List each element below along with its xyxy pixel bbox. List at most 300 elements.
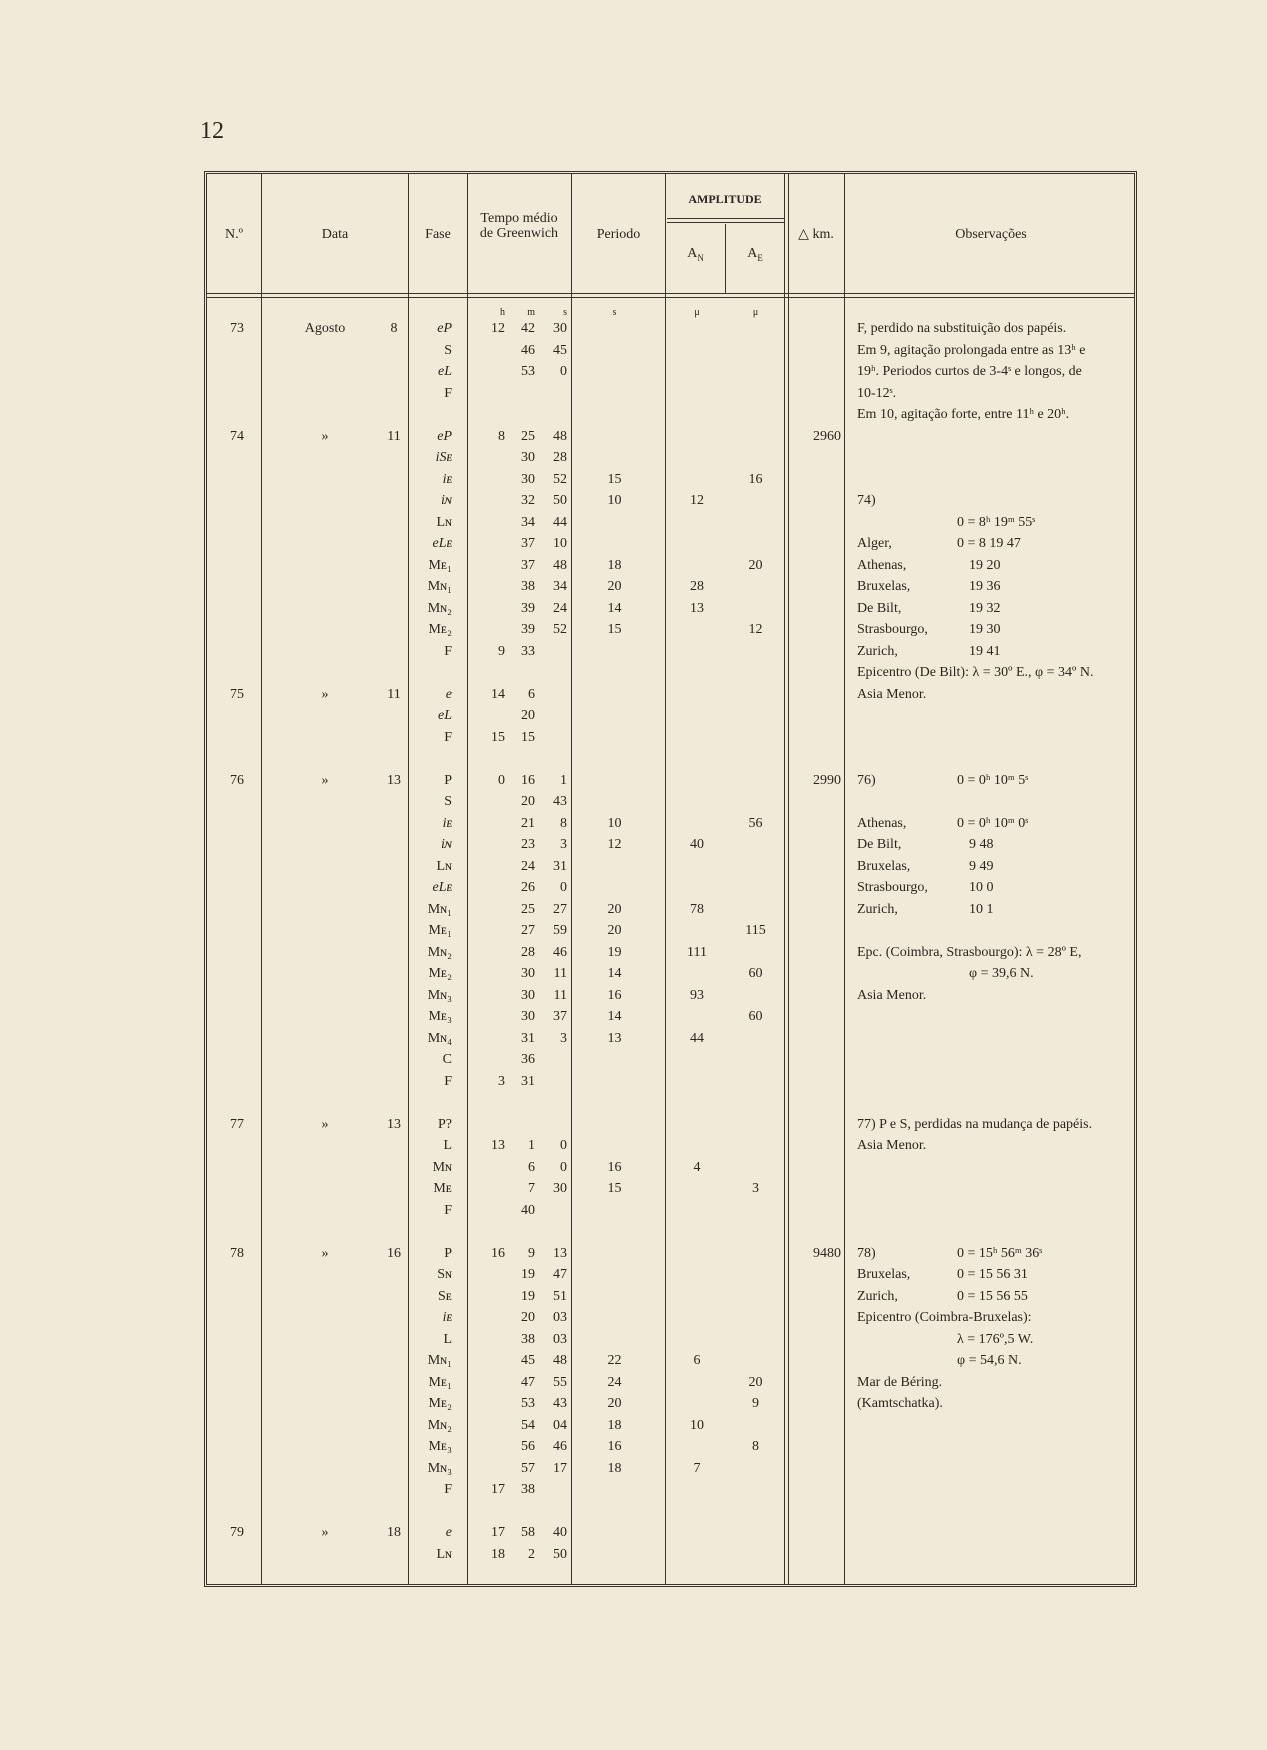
cell-m: 57 bbox=[521, 1460, 535, 1476]
cell-s: 47 bbox=[553, 1267, 567, 1282]
cell-m: 34 bbox=[521, 514, 535, 530]
cell-fase: P bbox=[444, 772, 452, 788]
cell-m: 15 bbox=[521, 729, 535, 745]
obs-text: 74) bbox=[857, 493, 876, 508]
header-tempo: Tempo médio de Greenwich bbox=[479, 211, 559, 241]
cell-ae: 60 bbox=[748, 966, 763, 981]
cell-s: 0 bbox=[560, 880, 567, 895]
cell-m: 32 bbox=[521, 493, 535, 508]
table-row bbox=[207, 1135, 1140, 1156]
header-periodo: Periodo bbox=[596, 227, 641, 242]
table-row bbox=[207, 361, 1140, 382]
cell-fase: iᴇ bbox=[442, 1310, 452, 1325]
obs-text: De Bilt, bbox=[857, 600, 902, 616]
cell-s: 45 bbox=[553, 342, 567, 358]
cell-m: 46 bbox=[521, 342, 535, 358]
cell-mes: » bbox=[321, 1245, 329, 1261]
table-row bbox=[207, 512, 1140, 533]
cell-m: 36 bbox=[521, 1052, 535, 1067]
cell-fase: Mᴇ bbox=[433, 1181, 452, 1196]
cell-fase: eL bbox=[438, 708, 452, 723]
cell-m: 45 bbox=[521, 1353, 535, 1368]
table-row bbox=[207, 1544, 1140, 1565]
table-row bbox=[207, 1501, 1140, 1522]
cell-fase: iɴ bbox=[441, 493, 452, 508]
cell-m: 6 bbox=[528, 1159, 535, 1175]
table-row bbox=[207, 1221, 1140, 1242]
cell-per: 12 bbox=[607, 837, 622, 852]
table-row bbox=[207, 318, 1140, 339]
obs-value: φ = 39,6 N. bbox=[969, 966, 1034, 981]
cell-per: 19 bbox=[607, 944, 622, 960]
cell-mes: » bbox=[321, 428, 329, 444]
header-ae: $A_E$ bbox=[747, 246, 763, 263]
cell-m: 27 bbox=[521, 923, 535, 938]
obs-text: Bruxelas, bbox=[857, 1267, 911, 1282]
cell-s: 55 bbox=[553, 1374, 567, 1390]
cell-no: 78 bbox=[230, 1245, 244, 1261]
cell-m: 31 bbox=[521, 1073, 535, 1089]
cell-per: 18 bbox=[607, 557, 622, 573]
cell-fase: Mᴇ₂ bbox=[428, 966, 452, 981]
cell-m: 30 bbox=[521, 966, 535, 981]
table-row bbox=[207, 1415, 1140, 1436]
cell-h: 18 bbox=[491, 1546, 505, 1562]
obs-value: 0 = 8ʰ 19ᵐ 55ˢ bbox=[957, 514, 1036, 530]
cell-no: 77 bbox=[230, 1116, 244, 1132]
cell-fase: P bbox=[444, 1245, 452, 1261]
cell-s: 1 bbox=[560, 772, 567, 788]
cell-fase: Mᴇ₃ bbox=[428, 1439, 452, 1454]
cell-s: 11 bbox=[553, 987, 567, 1003]
obs-text: Athenas, bbox=[857, 557, 907, 573]
cell-m: 9 bbox=[528, 1245, 535, 1261]
table-row bbox=[207, 447, 1140, 468]
table-row bbox=[207, 963, 1140, 984]
table-row bbox=[207, 598, 1140, 619]
table-row bbox=[207, 1114, 1140, 1135]
obs-text: F, perdido na substituição dos papéis. bbox=[857, 321, 1067, 336]
table-row bbox=[207, 920, 1140, 941]
cell-s: 59 bbox=[553, 923, 567, 938]
cell-an: 28 bbox=[690, 579, 704, 594]
obs-text: Zurich, bbox=[857, 643, 898, 659]
cell-h: 9 bbox=[498, 643, 505, 659]
cell-m: 1 bbox=[528, 1138, 535, 1153]
cell-fase: S bbox=[444, 342, 452, 358]
table-row bbox=[207, 705, 1140, 726]
cell-an: 10 bbox=[690, 1417, 704, 1433]
obs-value: 19 32 bbox=[969, 600, 1001, 616]
header-km: △ km. bbox=[798, 227, 834, 242]
cell-m: 7 bbox=[528, 1181, 535, 1196]
cell-fase: L bbox=[443, 1331, 452, 1347]
cell-an: 44 bbox=[690, 1030, 704, 1046]
cell-km: 2990 bbox=[813, 772, 841, 788]
cell-s: 51 bbox=[553, 1288, 567, 1304]
obs-text: Bruxelas, bbox=[857, 858, 911, 874]
cell-per: 20 bbox=[607, 1396, 622, 1411]
cell-fase: iᴇ bbox=[442, 815, 452, 831]
table-row bbox=[207, 942, 1140, 963]
table-row bbox=[207, 555, 1140, 576]
cell-s: 3 bbox=[560, 1030, 567, 1046]
obs-text: Asia Menor. bbox=[857, 987, 927, 1003]
cell-dia: 18 bbox=[387, 1525, 401, 1540]
cell-fase: eP bbox=[437, 428, 452, 444]
cell-m: 38 bbox=[521, 579, 535, 594]
unit-s: s bbox=[563, 307, 567, 318]
cell-fase: Mᴇ₂ bbox=[428, 1396, 452, 1411]
table-row bbox=[207, 1092, 1140, 1113]
cell-fase: eLᴇ bbox=[432, 880, 452, 895]
cell-fase: Mᴇ₃ bbox=[428, 1009, 452, 1024]
table-row bbox=[207, 684, 1140, 705]
cell-fase: eLᴇ bbox=[432, 536, 452, 551]
table-row bbox=[207, 1028, 1140, 1049]
cell-s: 40 bbox=[553, 1525, 567, 1540]
obs-value: 10 0 bbox=[969, 880, 994, 895]
table-row bbox=[207, 1393, 1140, 1414]
obs-text: Epicentro (Coimbra-Bruxelas): bbox=[857, 1310, 1032, 1325]
obs-text: Zurich, bbox=[857, 1288, 898, 1304]
cell-fase: Mᴇ₁ bbox=[428, 557, 452, 573]
obs-value: 19 41 bbox=[969, 643, 1001, 659]
cell-m: 24 bbox=[521, 858, 535, 874]
cell-s: 28 bbox=[553, 450, 567, 465]
cell-fase: Mɴ₁ bbox=[427, 901, 452, 917]
table-row bbox=[207, 856, 1140, 877]
cell-h: 12 bbox=[491, 321, 505, 336]
cell-dia: 8 bbox=[390, 321, 398, 336]
cell-m: 53 bbox=[521, 1396, 535, 1411]
obs-value: 0 = 15ʰ 56ᵐ 36ˢ bbox=[957, 1245, 1043, 1261]
cell-fase: Mɴ₁ bbox=[427, 1353, 452, 1368]
table-row bbox=[207, 1178, 1140, 1199]
obs-value: 0 = 0ʰ 10ᵐ 5ˢ bbox=[957, 772, 1029, 788]
table-row bbox=[207, 791, 1140, 812]
table-row bbox=[207, 1307, 1140, 1328]
cell-per: 24 bbox=[607, 1374, 622, 1390]
cell-fase: Lɴ bbox=[436, 514, 452, 530]
cell-fase: P? bbox=[438, 1116, 452, 1132]
cell-s: 30 bbox=[553, 321, 567, 336]
cell-fase: eL bbox=[438, 364, 452, 379]
cell-fase: Mɴ₂ bbox=[427, 1417, 452, 1433]
cell-s: 03 bbox=[553, 1331, 567, 1347]
cell-s: 31 bbox=[553, 858, 567, 874]
obs-text: 76) bbox=[857, 772, 876, 788]
cell-m: 58 bbox=[521, 1525, 535, 1540]
cell-h: 0 bbox=[498, 772, 505, 788]
unit-ae: μ bbox=[752, 307, 759, 318]
cell-s: 03 bbox=[553, 1310, 567, 1325]
cell-fase: Lɴ bbox=[436, 1546, 452, 1562]
header-fase: Fase bbox=[425, 227, 451, 242]
cell-h: 15 bbox=[491, 729, 505, 745]
cell-m: 19 bbox=[521, 1267, 535, 1282]
cell-km: 9480 bbox=[813, 1245, 841, 1261]
cell-fase: Mɴ₃ bbox=[427, 987, 452, 1003]
cell-fase: F bbox=[444, 385, 452, 401]
cell-fase: Lɴ bbox=[436, 858, 452, 874]
cell-s: 8 bbox=[560, 815, 567, 831]
cell-fase: F bbox=[444, 1202, 452, 1218]
cell-fase: Mᴇ₁ bbox=[428, 923, 452, 938]
cell-an: 93 bbox=[690, 987, 704, 1003]
cell-dia: 11 bbox=[387, 686, 401, 702]
cell-m: 30 bbox=[521, 1009, 535, 1024]
table-row bbox=[207, 1350, 1140, 1371]
cell-per: 16 bbox=[607, 1439, 622, 1454]
unit-periodo: s bbox=[612, 307, 617, 318]
cell-per: 20 bbox=[607, 901, 622, 917]
cell-m: 25 bbox=[521, 428, 535, 444]
obs-value: 9 48 bbox=[969, 837, 994, 852]
cell-per: 14 bbox=[607, 1009, 622, 1024]
obs-value: 10 1 bbox=[969, 901, 994, 917]
cell-per: 14 bbox=[607, 966, 622, 981]
table-row bbox=[207, 1522, 1140, 1543]
cell-fase: Sɴ bbox=[437, 1267, 452, 1282]
obs-value: λ = 176º,5 W. bbox=[957, 1331, 1034, 1347]
cell-ae: 12 bbox=[748, 622, 763, 637]
cell-s: 34 bbox=[553, 579, 567, 594]
cell-ae: 9 bbox=[752, 1396, 759, 1411]
obs-value: 19 36 bbox=[969, 579, 1001, 594]
obs-text: Alger, bbox=[857, 536, 892, 551]
cell-s: 52 bbox=[553, 622, 567, 637]
cell-fase: e bbox=[445, 686, 452, 702]
cell-fase: Mᴇ₂ bbox=[428, 622, 452, 637]
obs-text: Em 9, agitação prolongada entre as 13ʰ e bbox=[857, 342, 1086, 358]
table-row bbox=[207, 1006, 1140, 1027]
table-row bbox=[207, 1329, 1140, 1350]
cell-mes: » bbox=[321, 686, 329, 702]
cell-m: 30 bbox=[521, 471, 535, 487]
cell-an: 13 bbox=[690, 600, 704, 616]
obs-text: 19ʰ. Periodos curtos de 3-4ˢ e longos, de bbox=[857, 364, 1082, 379]
cell-m: 20 bbox=[521, 1310, 535, 1325]
table-row bbox=[207, 1479, 1140, 1500]
obs-text: Strasbourgo, bbox=[857, 880, 928, 895]
header-an: $A_N$ bbox=[687, 246, 704, 263]
cell-s: 48 bbox=[553, 428, 567, 444]
cell-m: 38 bbox=[521, 1482, 535, 1497]
cell-per: 20 bbox=[607, 579, 622, 594]
cell-h: 3 bbox=[498, 1073, 505, 1089]
header-observacoes: Observações bbox=[955, 227, 1027, 242]
header-amplitude: AMPLITUDE bbox=[688, 192, 762, 206]
table-row bbox=[207, 1243, 1140, 1264]
cell-fase: Mɴ₄ bbox=[427, 1030, 452, 1046]
cell-per: 15 bbox=[607, 471, 622, 487]
cell-m: 47 bbox=[521, 1374, 535, 1390]
cell-fase: Mɴ₁ bbox=[427, 579, 452, 594]
cell-s: 13 bbox=[553, 1245, 567, 1261]
cell-m: 37 bbox=[521, 536, 535, 551]
cell-s: 43 bbox=[553, 794, 567, 809]
table-row bbox=[207, 641, 1140, 662]
cell-fase: Mɴ₂ bbox=[427, 600, 452, 616]
obs-value: 0 = 0ʰ 10ᵐ 0ˢ bbox=[957, 815, 1029, 831]
table-row bbox=[207, 770, 1140, 791]
cell-fase: S bbox=[444, 794, 452, 809]
cell-m: 2 bbox=[528, 1546, 535, 1562]
obs-text: Epicentro (De Bilt): λ = 30º E., φ = 34º N. bbox=[857, 665, 1094, 680]
cell-m: 42 bbox=[521, 321, 535, 336]
table-row bbox=[207, 985, 1140, 1006]
obs-value: 0 = 15 56 55 bbox=[957, 1288, 1028, 1304]
cell-an: 4 bbox=[693, 1159, 701, 1175]
cell-fase: Sᴇ bbox=[437, 1288, 452, 1304]
table-row bbox=[207, 1458, 1140, 1479]
cell-an: 40 bbox=[690, 837, 704, 852]
cell-m: 21 bbox=[521, 815, 535, 831]
cell-no: 76 bbox=[230, 772, 244, 788]
cell-fase: eP bbox=[437, 321, 452, 336]
cell-s: 27 bbox=[553, 901, 567, 917]
cell-per: 15 bbox=[607, 622, 622, 637]
cell-per: 10 bbox=[607, 493, 622, 508]
cell-m: 33 bbox=[521, 643, 535, 659]
table-row bbox=[207, 1264, 1140, 1285]
header-separator bbox=[207, 293, 1134, 298]
obs-text: 77) P e S, perdidas na mudança de papéis. bbox=[857, 1116, 1093, 1132]
cell-m: 25 bbox=[521, 901, 535, 917]
table-row bbox=[207, 662, 1140, 683]
cell-ae: 16 bbox=[748, 471, 763, 487]
cell-an: 78 bbox=[690, 901, 704, 917]
amplitude-rule bbox=[667, 218, 784, 219]
cell-m: 6 bbox=[528, 686, 535, 702]
obs-text: 78) bbox=[857, 1245, 876, 1261]
table-row bbox=[207, 490, 1140, 511]
seismic-table bbox=[204, 171, 1137, 1587]
cell-km: 2960 bbox=[813, 428, 841, 444]
table-row bbox=[207, 748, 1140, 769]
cell-m: 20 bbox=[521, 708, 535, 723]
cell-an: 7 bbox=[693, 1460, 701, 1476]
table-row bbox=[207, 340, 1140, 361]
cell-fase: F bbox=[444, 643, 452, 659]
cell-fase: Mɴ₃ bbox=[427, 1460, 452, 1476]
cell-m: 40 bbox=[521, 1202, 535, 1218]
cell-dia: 16 bbox=[387, 1245, 401, 1261]
cell-m: 38 bbox=[521, 1331, 535, 1347]
cell-m: 16 bbox=[521, 772, 535, 788]
obs-text: Zurich, bbox=[857, 901, 898, 917]
cell-m: 31 bbox=[521, 1030, 535, 1046]
cell-per: 16 bbox=[607, 987, 622, 1003]
cell-m: 28 bbox=[521, 944, 535, 960]
cell-per: 18 bbox=[607, 1417, 622, 1433]
table-row bbox=[207, 1157, 1140, 1178]
cell-h: 16 bbox=[491, 1245, 505, 1261]
cell-per: 15 bbox=[607, 1181, 622, 1196]
cell-s: 48 bbox=[553, 557, 567, 573]
cell-ae: 3 bbox=[752, 1181, 759, 1196]
obs-text: 10-12ˢ. bbox=[857, 385, 897, 401]
cell-s: 50 bbox=[553, 493, 567, 508]
cell-h: 14 bbox=[491, 686, 505, 702]
cell-mes: » bbox=[321, 1116, 329, 1132]
cell-m: 20 bbox=[521, 794, 535, 809]
obs-value: 19 20 bbox=[969, 557, 1001, 573]
obs-value: 19 30 bbox=[969, 622, 1001, 637]
header-data: Data bbox=[321, 227, 349, 242]
cell-s: 50 bbox=[553, 1546, 567, 1562]
cell-mes: » bbox=[321, 1525, 329, 1540]
cell-per: 18 bbox=[607, 1460, 622, 1476]
cell-no: 74 bbox=[230, 428, 244, 444]
table-row bbox=[207, 576, 1140, 597]
cell-fase: iᴇ bbox=[442, 471, 452, 487]
cell-s: 0 bbox=[560, 1159, 567, 1175]
obs-text: Strasbourgo, bbox=[857, 622, 928, 637]
cell-s: 3 bbox=[560, 837, 567, 852]
cell-per: 16 bbox=[607, 1159, 622, 1175]
cell-per: 10 bbox=[607, 815, 622, 831]
cell-s: 52 bbox=[553, 471, 567, 487]
cell-an: 12 bbox=[690, 493, 704, 508]
cell-fase: C bbox=[442, 1052, 452, 1067]
cell-no: 79 bbox=[230, 1525, 244, 1540]
cell-fase: Mɴ₂ bbox=[427, 944, 452, 960]
table-row bbox=[207, 877, 1140, 898]
cell-h: 17 bbox=[491, 1525, 505, 1540]
obs-text: De Bilt, bbox=[857, 837, 902, 852]
cell-fase: e bbox=[445, 1525, 452, 1540]
cell-s: 48 bbox=[553, 1353, 567, 1368]
cell-fase: L bbox=[443, 1138, 452, 1153]
amplitude-rule bbox=[667, 222, 784, 223]
table-row bbox=[207, 1071, 1140, 1092]
cell-m: 56 bbox=[521, 1439, 535, 1454]
cell-ae: 115 bbox=[745, 923, 766, 938]
cell-m: 37 bbox=[521, 557, 535, 573]
obs-text: Em 10, agitação forte, entre 11ʰ e 20ʰ. bbox=[857, 407, 1070, 422]
cell-per: 20 bbox=[607, 923, 622, 938]
cell-ae: 60 bbox=[748, 1009, 763, 1024]
obs-text: Athenas, bbox=[857, 815, 907, 831]
cell-fase: F bbox=[444, 729, 452, 745]
cell-m: 23 bbox=[521, 837, 535, 852]
table-row bbox=[207, 426, 1140, 447]
cell-mes: Agosto bbox=[304, 321, 346, 336]
cell-dia: 13 bbox=[387, 1116, 401, 1132]
table-row bbox=[207, 1200, 1140, 1221]
cell-s: 10 bbox=[553, 536, 567, 551]
cell-s: 0 bbox=[560, 364, 567, 379]
table-row bbox=[207, 619, 1140, 640]
cell-fase: F bbox=[444, 1482, 452, 1497]
cell-s: 46 bbox=[553, 1439, 567, 1454]
table-row bbox=[207, 899, 1140, 920]
cell-ae: 20 bbox=[748, 1374, 763, 1390]
cell-s: 0 bbox=[560, 1138, 567, 1153]
cell-ae: 20 bbox=[748, 557, 763, 573]
page-number: 12 bbox=[200, 118, 224, 144]
cell-m: 30 bbox=[521, 987, 535, 1003]
obs-text: Mar de Béring. bbox=[857, 1374, 943, 1390]
cell-fase: Mɴ bbox=[432, 1159, 452, 1175]
cell-per: 14 bbox=[607, 600, 622, 616]
table-row bbox=[207, 533, 1140, 554]
cell-no: 73 bbox=[230, 321, 244, 336]
cell-fase: iɴ bbox=[441, 837, 452, 852]
obs-text: Asia Menor. bbox=[857, 1138, 927, 1153]
